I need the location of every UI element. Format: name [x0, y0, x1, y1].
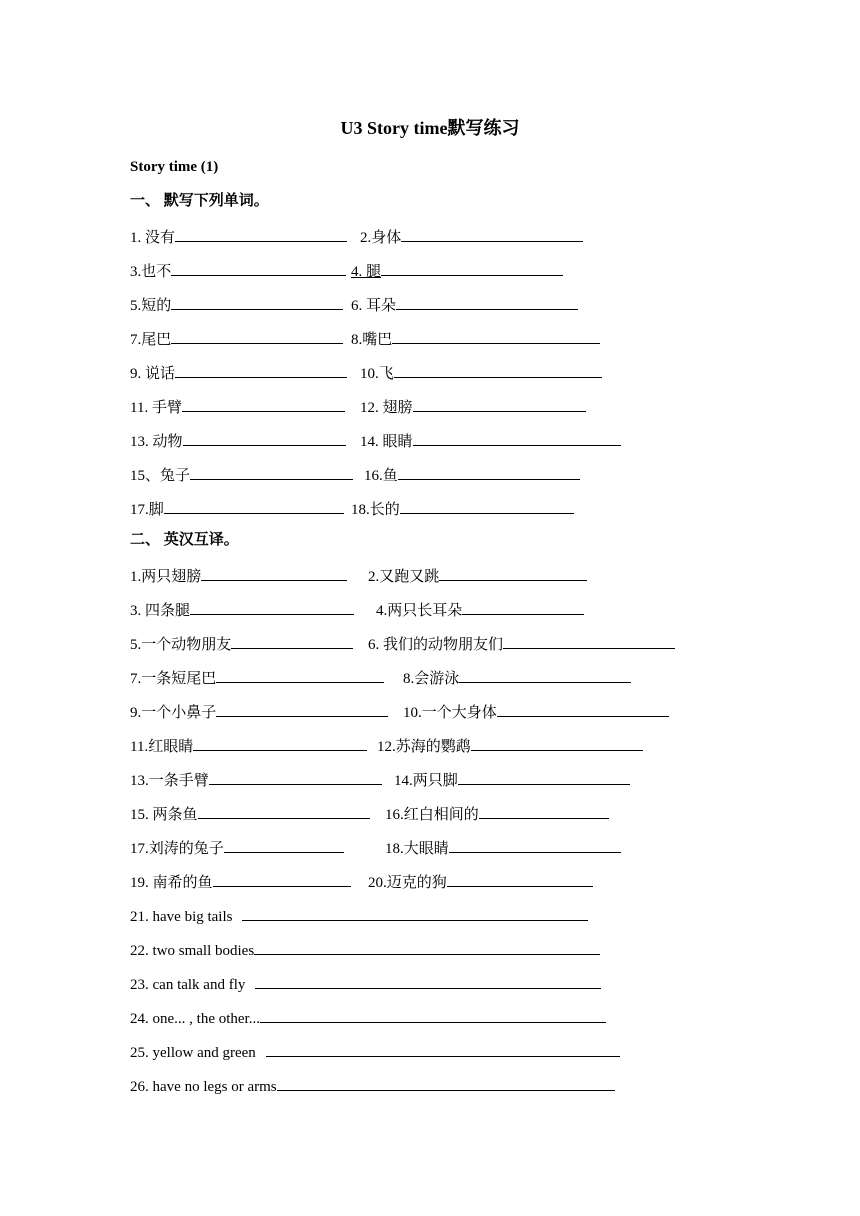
item-label: 17.脚 — [130, 502, 164, 518]
item-label: 1. 没有 — [130, 230, 176, 246]
item-label: 25. yellow and green — [130, 1045, 256, 1061]
answer-blank[interactable] — [171, 258, 346, 276]
s2-item-left — [130, 869, 351, 894]
item-label: 12. 翅膀 — [360, 400, 413, 416]
answer-blank[interactable] — [171, 326, 343, 344]
item-label: 16.红白相间的 — [385, 807, 479, 823]
item-label: 9.一个小鼻子 — [130, 705, 217, 721]
answer-blank[interactable] — [401, 224, 583, 242]
item-label: 8.会游泳 — [403, 671, 460, 687]
answer-blank[interactable] — [183, 428, 346, 446]
s1-item-left — [130, 428, 346, 453]
answer-blank[interactable] — [164, 496, 344, 514]
item-label: 15. 两条鱼 — [130, 807, 198, 823]
answer-blank[interactable] — [175, 224, 347, 242]
answer-blank[interactable] — [396, 292, 578, 310]
s2-item-right — [403, 699, 669, 724]
answer-blank[interactable] — [400, 496, 574, 514]
s1-item-left — [130, 496, 344, 521]
s1-item-left — [130, 224, 347, 249]
item-label: 13. 动物 — [130, 434, 183, 450]
item-label: 19. 南希的鱼 — [130, 875, 213, 891]
story-subtitle: Story time (1) — [130, 159, 219, 175]
answer-blank[interactable] — [182, 394, 345, 412]
item-label: 16.鱼 — [364, 468, 398, 484]
s1-item-left — [130, 326, 343, 351]
answer-blank[interactable] — [277, 1073, 615, 1091]
answer-blank[interactable] — [209, 767, 382, 785]
item-label: 7.尾巴 — [130, 332, 172, 348]
s2-english-item — [130, 1005, 606, 1030]
s1-item-right — [360, 360, 602, 385]
item-label: 14.两只脚 — [394, 773, 458, 789]
answer-blank[interactable] — [231, 631, 353, 649]
s2-item-left — [130, 835, 344, 860]
item-label: 17.刘涛的兔子 — [130, 841, 224, 857]
item-label: 11. 手臂 — [130, 400, 182, 416]
s2-item-right — [377, 733, 643, 758]
item-label: 24. one... , the other... — [130, 1011, 260, 1027]
s2-item-left — [130, 733, 367, 758]
answer-blank[interactable] — [394, 360, 602, 378]
s1-item-right — [360, 224, 583, 249]
s2-item-left — [130, 767, 382, 792]
s2-item-right — [385, 835, 621, 860]
item-label: 22. two small bodies — [130, 943, 255, 959]
answer-blank[interactable] — [449, 835, 621, 853]
answer-blank[interactable] — [242, 903, 588, 921]
answer-blank[interactable] — [255, 971, 601, 989]
answer-blank[interactable] — [266, 1039, 620, 1057]
s1-item-right — [351, 326, 600, 351]
item-label: 20.迈克的狗 — [368, 875, 447, 891]
s1-item-right — [364, 462, 580, 487]
item-label: 21. have big tails — [130, 909, 233, 925]
s2-item-right — [403, 665, 631, 690]
answer-blank[interactable] — [260, 1005, 606, 1023]
item-label: 10.一个大身体 — [403, 705, 497, 721]
s2-english-item — [130, 903, 588, 928]
item-label: 7.一条短尾巴 — [130, 671, 217, 687]
item-label: 6. 耳朵 — [351, 298, 397, 314]
item-label: 18.长的 — [351, 502, 400, 518]
answer-blank[interactable] — [497, 699, 669, 717]
answer-blank[interactable] — [216, 699, 388, 717]
answer-blank[interactable] — [398, 462, 580, 480]
item-label: 18.大眼睛 — [385, 841, 449, 857]
answer-blank[interactable] — [392, 326, 600, 344]
answer-blank[interactable] — [447, 869, 593, 887]
s1-item-left — [130, 394, 345, 419]
item-label: 23. can talk and fly — [130, 977, 246, 993]
item-label: 10.飞 — [360, 366, 394, 382]
item-label: 5.一个动物朋友 — [130, 637, 232, 653]
s1-item-right — [360, 428, 621, 453]
s1-item-left — [130, 360, 347, 385]
s2-item-left — [130, 699, 388, 724]
s2-english-item — [130, 1073, 615, 1098]
s2-item-right — [376, 597, 584, 622]
page-title: U3 Story time默写练习 — [340, 118, 520, 138]
s2-item-right — [368, 631, 675, 656]
answer-blank[interactable] — [175, 360, 347, 378]
answer-blank[interactable] — [503, 631, 675, 649]
s2-item-right — [368, 869, 593, 894]
item-label: 4.两只长耳朵 — [376, 603, 463, 619]
answer-blank[interactable] — [439, 563, 587, 581]
s2-english-item — [130, 937, 600, 962]
s1-item-right — [351, 258, 563, 283]
item-label: 1.两只翅膀 — [130, 569, 202, 585]
s2-item-left — [130, 597, 354, 622]
answer-blank[interactable] — [413, 394, 586, 412]
s1-item-right — [351, 292, 578, 317]
section-1-heading: 一、 默写下列单词。 — [130, 193, 269, 209]
answer-blank[interactable] — [471, 733, 643, 751]
answer-blank[interactable] — [216, 665, 384, 683]
s1-item-left — [130, 258, 346, 283]
item-label: 9. 说话 — [130, 366, 176, 382]
s2-english-item — [130, 971, 601, 996]
answer-blank[interactable] — [201, 563, 347, 581]
s2-item-right — [394, 767, 630, 792]
item-label: 3.也不 — [130, 264, 172, 280]
s2-item-left — [130, 631, 353, 656]
answer-blank[interactable] — [254, 937, 600, 955]
item-label: 14. 眼睛 — [360, 434, 413, 450]
s1-item-right — [360, 394, 586, 419]
item-label: 15、兔子 — [130, 468, 191, 484]
answer-blank[interactable] — [462, 597, 584, 615]
s2-english-item — [130, 1039, 620, 1064]
s2-item-left — [130, 563, 347, 588]
item-label: 26. have no legs or arms — [130, 1079, 277, 1095]
item-label: 12.苏海的鹦鹉 — [377, 739, 471, 755]
section-2-heading: 二、 英汉互译。 — [130, 532, 239, 548]
answer-blank[interactable] — [190, 462, 353, 480]
item-label: 4. 腿 — [351, 264, 382, 280]
s2-item-right — [368, 563, 587, 588]
item-label: 13.一条手臂 — [130, 773, 209, 789]
answer-blank[interactable] — [381, 258, 563, 276]
answer-blank[interactable] — [193, 733, 367, 751]
answer-blank[interactable] — [224, 835, 344, 853]
answer-blank[interactable] — [413, 428, 621, 446]
s2-item-left — [130, 665, 384, 690]
answer-blank[interactable] — [198, 801, 370, 819]
answer-blank[interactable] — [458, 767, 630, 785]
answer-blank[interactable] — [190, 597, 354, 615]
answer-blank[interactable] — [459, 665, 631, 683]
item-label: 8.嘴巴 — [351, 332, 393, 348]
item-label: 5.短的 — [130, 298, 172, 314]
s2-item-left — [130, 801, 370, 826]
item-label: 2.身体 — [360, 230, 402, 246]
answer-blank[interactable] — [479, 801, 609, 819]
item-label: 11.红眼睛 — [130, 739, 194, 755]
item-label: 3. 四条腿 — [130, 603, 191, 619]
answer-blank[interactable] — [213, 869, 351, 887]
item-label: 6. 我们的动物朋友们 — [368, 637, 504, 653]
item-label: 2.又跑又跳 — [368, 569, 440, 585]
answer-blank[interactable] — [171, 292, 343, 310]
s1-item-left — [130, 292, 343, 317]
s1-item-right — [351, 496, 574, 521]
s2-item-right — [385, 801, 609, 826]
s1-item-left — [130, 462, 353, 487]
